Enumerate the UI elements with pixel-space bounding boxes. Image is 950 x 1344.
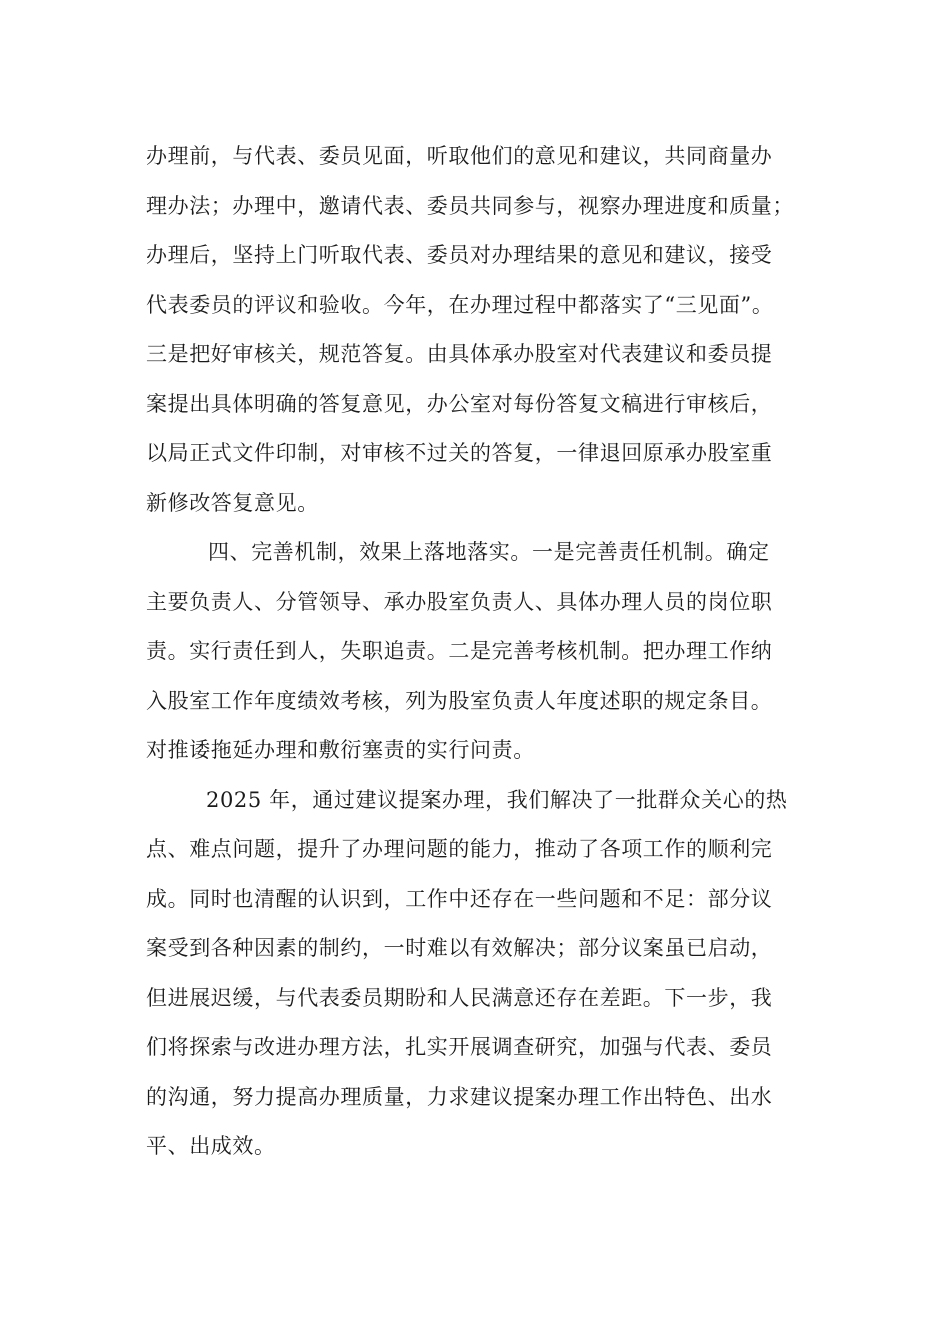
text-line: 办理前，与代表、委员见面，听取他们的意见和建议，共同商量办 [146,144,773,168]
text-line: 三是把好审核关，规范答复。由具体承办股室对代表建议和委员提 [146,342,773,366]
paragraph [146,528,810,776]
text-line: 点、难点问题，提升了办理问题的能力，推动了各项工作的顺利完 [146,837,773,861]
text-line: 四、完善机制，效果上落地落实。一是完善责任机制。确定 [208,540,770,564]
paragraph [146,776,810,1172]
text-line: 平、出成效。 [146,1134,276,1158]
text-line: 的沟通，努力提高办理质量，力求建议提案办理工作出特色、出水 [146,1084,773,1109]
document-body [146,132,810,1172]
text-line: 案提出具体明确的答复意见，办公室对每份答复文稿进行审核后， [146,391,773,416]
text-line: 但进展迟缓，与代表委员期盼和人民满意还存在差距。下一步，我 [146,985,773,1010]
text-line: 案受到各种因素的制约，一时难以有效解决；部分议案虽已启动， [146,936,773,960]
text-line: 2025 年，通过建议提案办理，我们解决了一批群众关心的热 [206,787,788,812]
text-line: 理办法；办理中，邀请代表、委员共同参与，视察办理进度和质量； [146,193,794,218]
text-line: 对推诿拖延办理和敷衍塞责的实行问责。 [146,738,535,762]
text-line: 代表委员的评议和验收。今年，在办理过程中都落实了“三见面”。 [146,292,774,317]
text-line: 主要负责人、分管领导、承办股室负责人、具体办理人员的岗位职 [146,589,773,614]
paragraph [146,132,810,528]
text-line: 责。实行责任到人，失职追责。二是完善考核机制。把办理工作纳 [146,639,773,663]
text-line: 成。同时也清醒的认识到，工作中还存在一些问题和不足：部分议 [146,886,773,911]
text-line: 以局正式文件印制，对审核不过关的答复，一律退回原承办股室重 [146,441,773,465]
text-line: 办理后，坚持上门听取代表、委员对办理结果的意见和建议，接受 [146,243,773,267]
text-line: 们将探索与改进办理方法，扎实开展调查研究，加强与代表、委员 [146,1035,773,1059]
text-line: 入股室工作年度绩效考核，列为股室负责人年度述职的规定条目。 [146,688,773,713]
text-line: 新修改答复意见。 [146,490,319,515]
